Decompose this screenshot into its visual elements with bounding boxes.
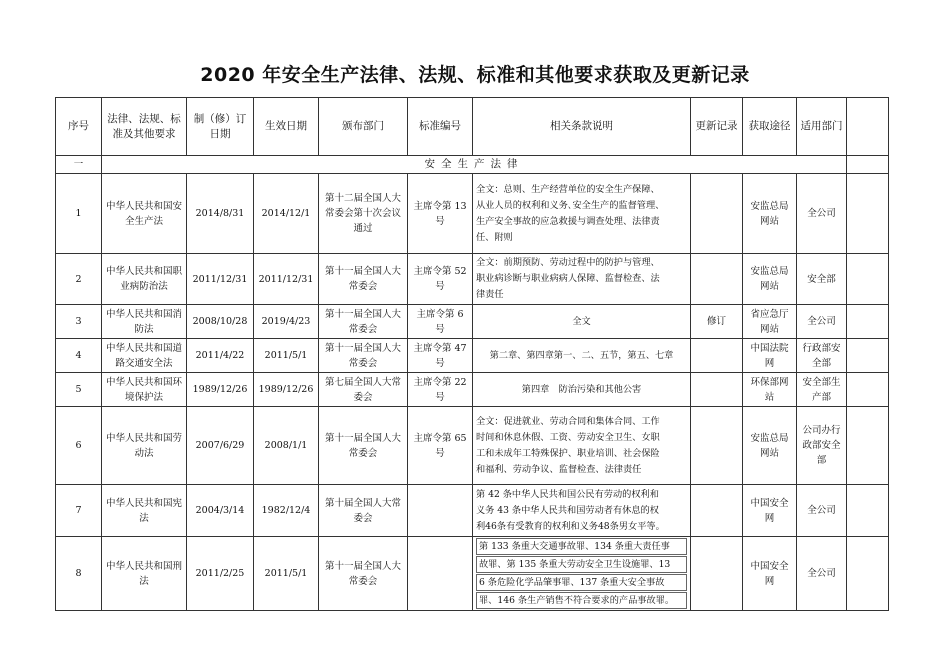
description-line: 工和未成年工特殊保护、职业培训、社会保险: [476, 447, 660, 459]
applicable-dept: 公司办行政部安全部: [797, 407, 847, 485]
regulation-table: [55, 97, 889, 611]
description-line: 全文：前期预防、劳动过程中的防护与管理、: [476, 257, 660, 268]
row-number: 5: [56, 373, 102, 407]
description-line: 律责任: [476, 289, 504, 300]
header-seq: 序号: [56, 98, 102, 156]
table-row: [56, 174, 889, 254]
clause-description: [473, 537, 691, 611]
issuer: 第十一届全国人大常委会: [319, 254, 408, 305]
revised-date: 2007/6/29: [187, 407, 254, 485]
table-row: [56, 485, 889, 537]
standard-code: 主席令第 52 号: [408, 254, 473, 305]
update-record: [691, 174, 743, 254]
header-blank: [847, 98, 889, 156]
issuer: 第十一届全国人大常委会: [319, 407, 408, 485]
blank-cell: [847, 373, 889, 407]
row-number: 1: [56, 174, 102, 254]
table-row: [56, 373, 889, 407]
table-row: [56, 339, 889, 373]
row-number: 4: [56, 339, 102, 373]
source: 中国法院网: [743, 339, 797, 373]
header-update: 更新记录: [691, 98, 743, 156]
effective-date: 2011/5/1: [254, 537, 319, 611]
revised-date: 2011/12/31: [187, 254, 254, 305]
clause-description: [473, 254, 691, 305]
header-description: 相关条款说明: [473, 98, 691, 156]
standard-code: 主席令第 65 号: [408, 407, 473, 485]
description-line: 任、附则: [476, 231, 513, 243]
standard-code: [408, 485, 473, 537]
update-record: [691, 485, 743, 537]
description-line: 生产安全事故的应急救援与调查处理、法律责: [476, 215, 660, 227]
clause-description: [473, 485, 691, 537]
source: 中国安全网: [743, 485, 797, 537]
source: 安监总局网站: [743, 174, 797, 254]
source: 中国安全网: [743, 537, 797, 611]
category-row: [56, 156, 889, 174]
description-line: 第 42 条中华人民共和国公民有劳动的权利和: [476, 488, 659, 500]
standard-code: 主席令第 13 号: [408, 174, 473, 254]
applicable-dept: 行政部安全部: [797, 339, 847, 373]
description-line: 利46条有受教育的权利和义务48条男女平等。: [476, 520, 665, 532]
table-row: [56, 254, 889, 305]
applicable-dept: 全公司: [797, 305, 847, 339]
description-line: 罪、146 条生产销售不符合要求的产品事故罪。: [476, 592, 687, 609]
revised-date: 2004/3/14: [187, 485, 254, 537]
issuer: 第十届全国人大常委会: [319, 485, 408, 537]
effective-date: 2019/4/23: [254, 305, 319, 339]
clause-description: [473, 174, 691, 254]
page-title: 2020 年安全生产法律、法规、标准和其他要求获取及更新记录: [200, 64, 750, 86]
effective-date: 2011/5/1: [254, 339, 319, 373]
blank-cell: [847, 485, 889, 537]
description-line: 6 条危险化学品肇事罪、137 条重大安全事故: [476, 574, 687, 591]
standard-code: 主席令第 22 号: [408, 373, 473, 407]
clause-description: [473, 407, 691, 485]
effective-date: 2008/1/1: [254, 407, 319, 485]
header-revised-date: 制（修）订日期: [187, 98, 254, 156]
issuer: 第十一届全国人大常委会: [319, 305, 408, 339]
applicable-dept: 安全部生产部: [797, 373, 847, 407]
applicable-dept: 全公司: [797, 174, 847, 254]
table-row: [56, 537, 889, 611]
revised-date: 2011/2/25: [187, 537, 254, 611]
effective-date: 1982/12/4: [254, 485, 319, 537]
clause-description: [473, 339, 691, 373]
header-row: [56, 98, 889, 156]
update-record: [691, 339, 743, 373]
applicable-dept: 全公司: [797, 537, 847, 611]
applicable-dept: 全公司: [797, 485, 847, 537]
header-dept: 适用部门: [797, 98, 847, 156]
clause-description: [473, 305, 691, 339]
blank-cell: [847, 254, 889, 305]
description-line: 第四章 防治污染和其他公害: [521, 383, 642, 395]
law-name: 中华人民共和国职业病防治法: [102, 254, 187, 305]
header-code: 标准编号: [408, 98, 473, 156]
source: 环保部网站: [743, 373, 797, 407]
blank-cell: [847, 305, 889, 339]
effective-date: 2014/12/1: [254, 174, 319, 254]
applicable-dept: 安全部: [797, 254, 847, 305]
issuer: 第十一届全国人大常委会: [319, 339, 408, 373]
revised-date: 1989/12/26: [187, 373, 254, 407]
description-line: 时间和休息休假、工资、劳动安全卫生、女职: [476, 431, 660, 443]
description-line: 职业病诊断与职业病病人保障、监督检查、法: [476, 273, 660, 284]
blank-cell: [847, 537, 889, 611]
update-record: [691, 373, 743, 407]
header-issuer: 颁布部门: [319, 98, 408, 156]
description-line: 从业人员的权利和义务､安全生产的监督管理、: [476, 199, 665, 211]
row-number: 7: [56, 485, 102, 537]
description-line: 全文：促进就业、劳动合同和集体合同、工作: [476, 415, 660, 427]
standard-code: 主席令第 6 号: [408, 305, 473, 339]
description-line: 全文: [572, 315, 591, 327]
blank-cell: [847, 339, 889, 373]
header-name: 法律、法规、标准及其他要求: [102, 98, 187, 156]
law-name: 中华人民共和国环境保护法: [102, 373, 187, 407]
issuer: 第七届全国人大常委会: [319, 373, 408, 407]
issuer: 第十二届全国人大常委会第十次会议通过: [319, 174, 408, 254]
standard-code: [408, 537, 473, 611]
category-blank: [847, 156, 889, 174]
header-source: 获取途径: [743, 98, 797, 156]
revised-date: 2014/8/31: [187, 174, 254, 254]
revised-date: 2011/4/22: [187, 339, 254, 373]
table-row: [56, 407, 889, 485]
source: 安监总局网站: [743, 407, 797, 485]
header-effective-date: 生效日期: [254, 98, 319, 156]
update-record: [691, 537, 743, 611]
source: 安监总局网站: [743, 254, 797, 305]
update-record: 修订: [691, 305, 743, 339]
category-title: 安全生产法律: [102, 156, 847, 174]
effective-date: 2011/12/31: [254, 254, 319, 305]
effective-date: 1989/12/26: [254, 373, 319, 407]
update-record: [691, 407, 743, 485]
law-name: 中华人民共和国劳动法: [102, 407, 187, 485]
category-number: 一: [56, 156, 102, 174]
description-line: 义务 43 条中华人民共和国劳动者有休息的权: [476, 504, 659, 516]
source: 省应急厅网站: [743, 305, 797, 339]
description-line: 故罪、第 135 条重大劳动安全卫生设施罪、13: [476, 556, 687, 573]
law-name: 中华人民共和国消防法: [102, 305, 187, 339]
standard-code: 主席令第 47 号: [408, 339, 473, 373]
revised-date: 2008/10/28: [187, 305, 254, 339]
row-number: 6: [56, 407, 102, 485]
row-number: 8: [56, 537, 102, 611]
table-row: [56, 305, 889, 339]
law-name: 中华人民共和国道路交通安全法: [102, 339, 187, 373]
row-number: 2: [56, 254, 102, 305]
description-line: 第 133 条重大交通事故罪、134 条重大责任事: [476, 538, 687, 555]
law-name: 中华人民共和国宪法: [102, 485, 187, 537]
description-line: 和福利、劳动争议、监督检查、法律责任: [476, 463, 642, 475]
issuer: 第十一届全国人大常委会: [319, 537, 408, 611]
description-line: 全文：总则、生产经营单位的安全生产保障、: [476, 183, 660, 195]
clause-description: [473, 373, 691, 407]
description-line: 第二章、第四章第一、二、五节，第五、七章: [489, 349, 674, 361]
row-number: 3: [56, 305, 102, 339]
blank-cell: [847, 407, 889, 485]
blank-cell: [847, 174, 889, 254]
update-record: [691, 254, 743, 305]
law-name: 中华人民共和国安全生产法: [102, 174, 187, 254]
law-name: 中华人民共和国刑法: [102, 537, 187, 611]
